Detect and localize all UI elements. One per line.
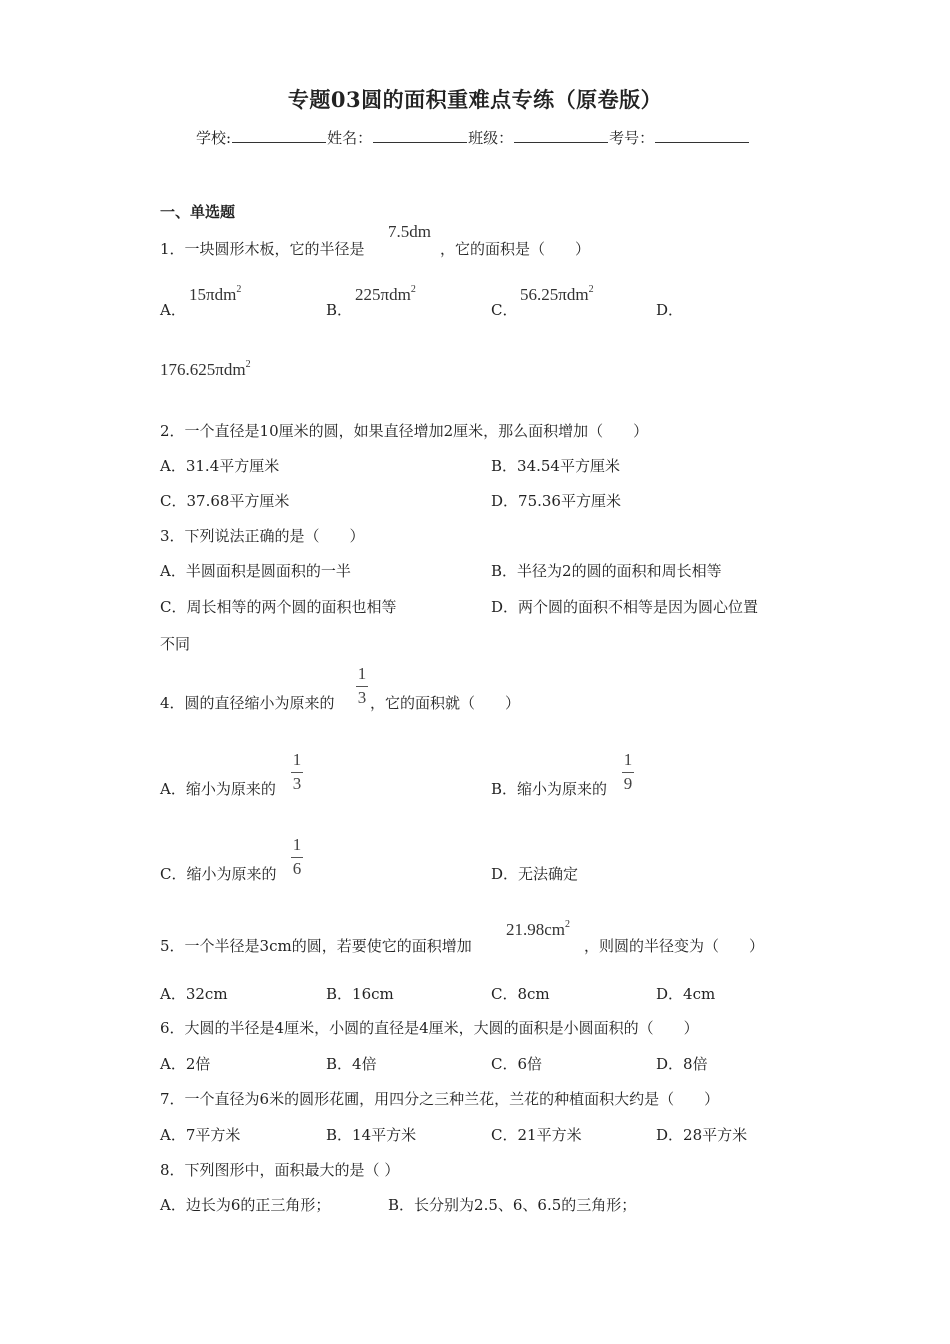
- q2-option-a: A．31.4平方厘米: [160, 457, 280, 475]
- q6-option-a: A．2倍: [160, 1055, 211, 1073]
- class-blank[interactable]: [514, 128, 608, 143]
- q1-option-b-value: 225πdm$^2$: [355, 284, 416, 304]
- q8-stem: 8．下列图形中，面积最大的是（ ）: [160, 1161, 400, 1179]
- q1-option-d-label: D．: [656, 301, 684, 319]
- q2-option-d: D．75.36平方厘米: [491, 492, 621, 510]
- school-label: 学校:: [196, 129, 232, 147]
- q4-option-c-bar: [291, 857, 303, 858]
- q1-option-c-value: 56.25πdm$^2$: [520, 284, 594, 304]
- q5-option-b: B．16cm: [326, 985, 394, 1003]
- q4-stem-part2: ，它的面积就（ ）: [370, 694, 521, 712]
- q6-option-d: D．8倍: [656, 1055, 708, 1073]
- q4-option-a-denominator: 3: [292, 774, 302, 793]
- q4-option-b: B．缩小为原来的: [491, 780, 608, 798]
- q5-option-d: D．4cm: [656, 985, 716, 1003]
- q3-option-c: C．周长相等的两个圆的面积也相等: [160, 598, 397, 616]
- q4-option-c: C．缩小为原来的: [160, 865, 277, 883]
- q3-option-b: B．半径为2的圆的面积和周长相等: [491, 562, 722, 580]
- q6-option-c: C．6倍: [491, 1055, 543, 1073]
- q5-area-value: $21.98cm^2$: [506, 919, 571, 939]
- q1-option-b-label: B．: [326, 301, 353, 319]
- q7-option-b: B．14平方米: [326, 1126, 417, 1144]
- q4-option-c-numerator: 1: [292, 835, 302, 854]
- q2-option-c: C．37.68平方厘米: [160, 492, 290, 510]
- school-blank[interactable]: [232, 128, 326, 143]
- q1-stem-part1: 1．一块圆形木板，它的半径是: [160, 240, 365, 258]
- q5-option-c: C．8cm: [491, 985, 550, 1003]
- q1-option-a-value: 15πdm$^2$: [189, 284, 242, 304]
- q7-option-d: D．28平方米: [656, 1126, 748, 1144]
- q4-fraction-numerator: 1: [357, 664, 367, 683]
- q7-stem: 7．一个直径为6米的圆形花圃，用四分之三种兰花，兰花的种植面积大约是（ ）: [160, 1090, 720, 1108]
- name-blank[interactable]: [373, 128, 467, 143]
- q4-option-a: A．缩小为原来的: [160, 780, 276, 798]
- q3-stem: 3．下列说法正确的是（ ）: [160, 527, 365, 545]
- q7-option-c: C．21平方米: [491, 1126, 582, 1144]
- q4-option-a-numerator: 1: [292, 750, 302, 769]
- q4-option-b-denominator: 9: [623, 774, 633, 793]
- q1-option-c-label: C．: [491, 301, 518, 319]
- q5-option-a: A．32cm: [160, 985, 228, 1003]
- q6-option-b: B．4倍: [326, 1055, 377, 1073]
- q4-stem-part1: 4．圆的直径缩小为原来的: [160, 694, 335, 712]
- q8-option-b: B．长分别为2.5、6、6.5的三角形；: [388, 1196, 637, 1214]
- q3-option-d-continued: 不同: [160, 635, 191, 653]
- q4-option-c-denominator: 6: [292, 859, 302, 878]
- q4-fraction-denominator: 3: [357, 688, 367, 707]
- q4-option-d: D．无法确定: [491, 865, 579, 883]
- q6-stem: 6．大圆的半径是4厘米，小圆的直径是4厘米，大圆的面积是小圆面积的（ ）: [160, 1019, 699, 1037]
- q3-option-d: D．两个圆的面积不相等是因为圆心位置: [491, 598, 759, 616]
- q5-stem-part2: ，则圆的半径变为（ ）: [584, 937, 765, 955]
- student-info-line: [196, 127, 750, 148]
- q2-stem: 2．一个直径是10厘米的圆，如果直径增加2厘米，那么面积增加（ ）: [160, 422, 649, 440]
- q1-option-a-label: A．: [160, 301, 186, 319]
- q1-option-d-value: 176.625πdm$^2$: [160, 359, 251, 379]
- q1-radius-value: 7.5dm: [388, 222, 431, 241]
- q3-option-a: A．半圆面积是圆面积的一半: [160, 562, 351, 580]
- section-heading: 一、单选题: [160, 203, 236, 221]
- q4-option-b-bar: [622, 772, 634, 773]
- page-title: 专题03圆的面积重难点专练（原卷版）: [287, 87, 663, 112]
- q2-option-b: B．34.54平方厘米: [491, 457, 620, 475]
- name-label: 姓名：: [327, 129, 373, 147]
- q4-fraction-bar: [356, 686, 368, 687]
- number-label: 考号：: [609, 129, 655, 147]
- q4-option-a-bar: [291, 772, 303, 773]
- q4-option-b-numerator: 1: [623, 750, 633, 769]
- number-blank[interactable]: [655, 128, 749, 143]
- q8-option-a: A．边长为6的正三角形；: [160, 1196, 331, 1214]
- class-label: 班级：: [468, 129, 514, 147]
- q1-stem-part2: ，它的面积是（ ）: [440, 240, 591, 258]
- q7-option-a: A．7平方米: [160, 1126, 241, 1144]
- q5-stem-part1: 5．一个半径是3cm的圆，若要使它的面积增加: [160, 937, 472, 955]
